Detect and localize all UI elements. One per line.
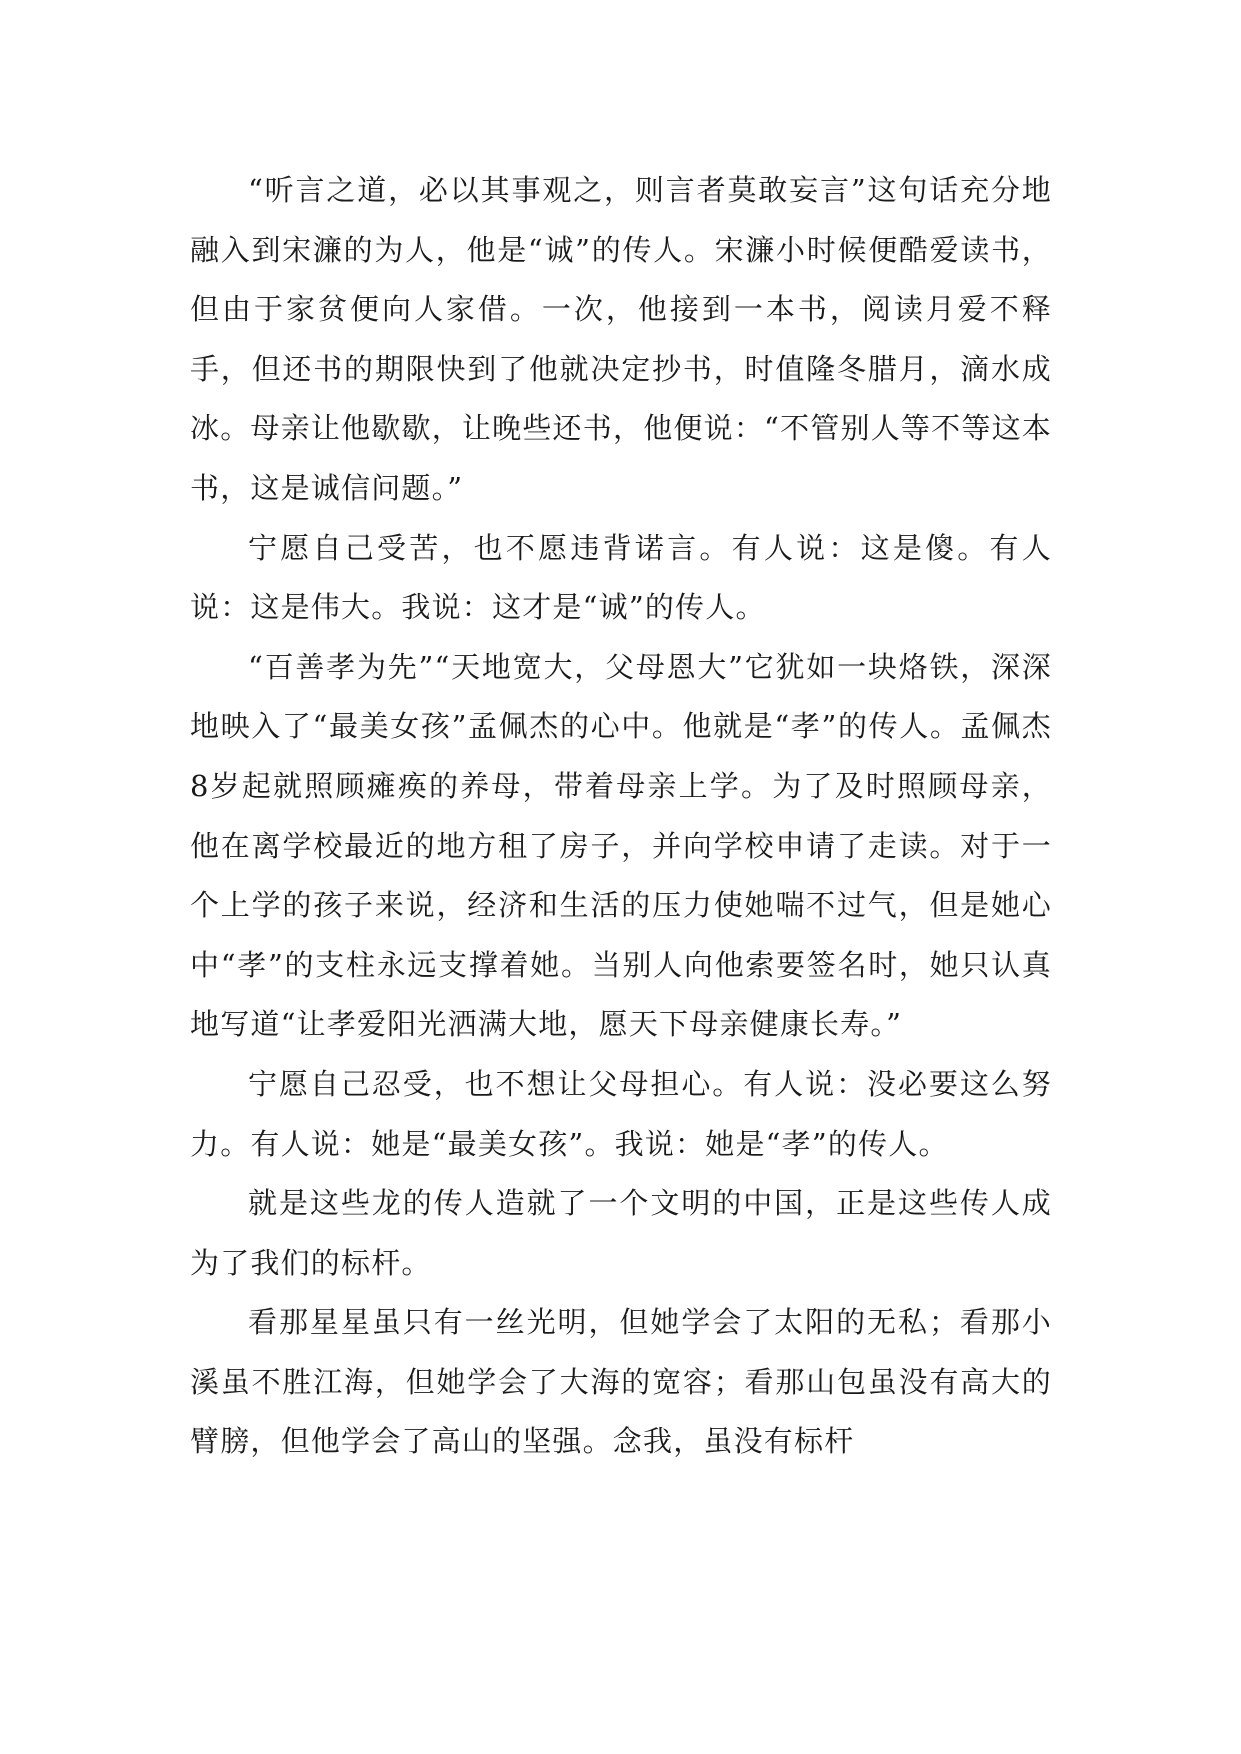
paragraph-2: 宁愿自己受苦，也不愿违背诺言。有人说：这是傻。有人说：这是伟大。我说：这才是“诚”的传人。: [190, 530, 1052, 625]
paragraph-6: 看那星星虽只有一丝光明，但她学会了太阳的无私；看那小溪虽不胜江海，但她学会了大海的宽容；看那山包虽没有高大的臂膀，但他学会了高山的坚强。念我，虽没有标杆: [190, 1305, 1052, 1459]
paragraph-5: 就是这些龙的传人造就了一个文明的中国，正是这些传人成为了我们的标杆。: [190, 1186, 1052, 1280]
paragraph-4: 宁愿自己忍受，也不想让父母担心。有人说：没必要这么努力。有人说：她是“最美女孩”。我说：她是“孝”的传人。: [190, 1066, 1052, 1161]
document-body: [190, 161, 1052, 1472]
paragraph-1: “听言之道，必以其事观之，则言者莫敢妄言”这句话充分地融入到宋濂的为人，他是“诚”的传人。宋濂小时候便酷爱读书，但由于家贫便向人家借。一次，他接到一本书，阅读月爱不释手，但还书的期限快到了他就决定抄书，时值隆冬腊月，滴水成冰。母亲让他歇歇，让晚些还书，他便说：“不管别人等不等这本书，这是诚信问题。”: [190, 173, 1052, 505]
paragraph-3: “百善孝为先”“天地宽大，父母恩大”它犹如一块烙铁，深深地映入了“最美女孩”孟佩杰的心中。他就是“孝”的传人。孟佩杰8岁起就照顾瘫痪的养母，带着母亲上学。为了及时照顾母亲，他在离学校最近的地方租了房子，并向学校申请了走读。对于一个上学的孩子来说，经济和生活的压力使她喘不过气，但是她心中“孝”的支柱永远支撑着她。当别人向他索要签名时，她只认真地写道“让孝爱阳光洒满大地，愿天下母亲健康长寿。”: [190, 649, 1052, 1042]
